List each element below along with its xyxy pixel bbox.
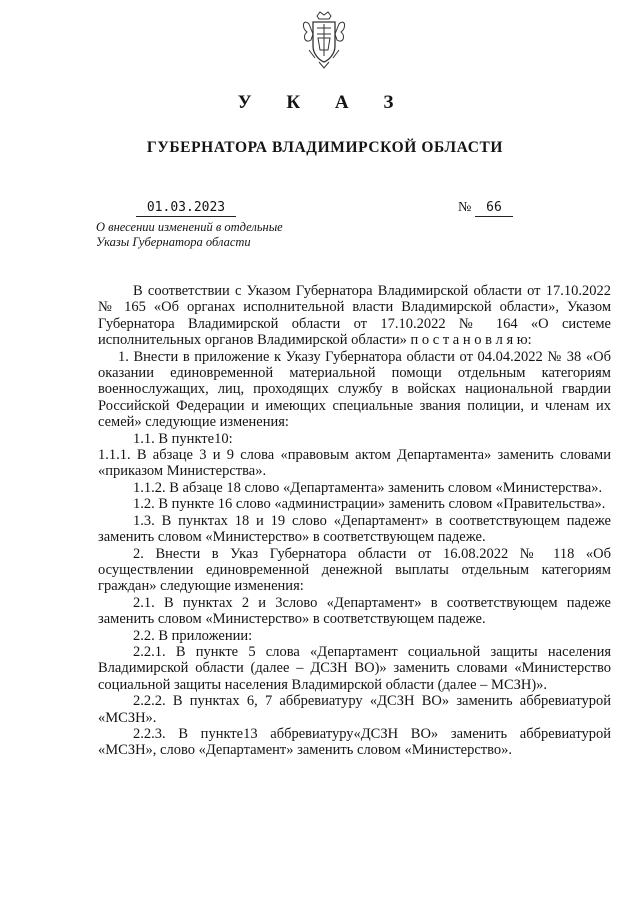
body-paragraph: 1.1.2. В абзаце 18 слово «Департамента» заменить словом «Министерства».: [133, 479, 603, 496]
body-paragraph: 1.1.1. В абзаце 3 и 9 слова «правовым актом Департамента» заменить словами «приказом Министерства».: [98, 447, 611, 480]
body-paragraph: 2.2.3. В пункте13 аббревиатуру«ДСЗН ВО» заменить аббревиатурой «МСЗН», слово «Департамент» заменить словом «Министерство».: [98, 725, 611, 759]
document-title: У К А З: [237, 92, 409, 113]
body-paragraph: 2.2. В приложении:: [133, 627, 253, 644]
subject-line: Указы Губернатора области: [96, 235, 251, 249]
body-paragraph: 1. Внести в приложение к Указу Губернатора области от 04.04.2022 № 38 «Об оказании единовременной материальной помощи отдельным категориям военнослужащих, лиц, проходящих службу в войсках национальной гвардии Российской Федерации и имеющих специальные звания полиции, и членам их семей» следующие изменения:: [98, 348, 611, 431]
body-paragraph: 2.2.1. В пункте 5 слова «Департамент социальной защиты населения Владимирской области (далее – ДСЗН ВО)» заменить словами «Министерство социальной защиты населения Владимирской области (далее – МСЗН)».: [98, 643, 611, 693]
body-paragraph: 2. Внести в Указ Губернатора области от 16.08.2022 № 118 «Об осуществлении единовременной денежной выплаты отдельным категориям граждан» следующие изменения:: [98, 545, 611, 595]
document-date: 01.03.2023: [136, 200, 236, 217]
document-body: [98, 283, 611, 759]
document-number: 66: [475, 200, 513, 217]
body-paragraph: 1.3. В пунктах 18 и 19 слово «Департамент» в соответствующем падеже заменить словом «Министерство» в соответствующем падеже.: [98, 512, 611, 546]
body-paragraph: 2.1. В пунктах 2 и 3слово «Департамент» в соответствующем падеже заменить словом «Министерство» в соответствующем падеже.: [98, 594, 611, 628]
document-subtitle: ГУБЕРНАТОРА ВЛАДИМИРСКОЙ ОБЛАСТИ: [146, 139, 504, 156]
body-paragraph: 1.2. В пункте 16 слово «администрации» заменить словом «Правительства».: [133, 496, 606, 513]
subject-line: О внесении изменений в отдельные: [96, 220, 283, 234]
body-paragraph: 2.2.2. В пунктах 6, 7 аббревиатуру «ДСЗН ВО» заменить аббревиатурой «МСЗН».: [98, 693, 611, 726]
document-subject: [96, 220, 336, 250]
body-paragraph: 1.1. В пункте10:: [133, 430, 233, 447]
number-sign: №: [458, 200, 472, 215]
coat-of-arms-icon: [299, 10, 349, 70]
body-paragraph: В соответствии с Указом Губернатора Владимирской области от 17.10.2022 № 165 «Об органах исполнительной власти Владимирской области», Указом Губернатора Владимирской области от 17.10.2022 № 164 «О системе исполнительных органов Владимирской области» п о с т а н о в л я ю:: [98, 283, 611, 349]
